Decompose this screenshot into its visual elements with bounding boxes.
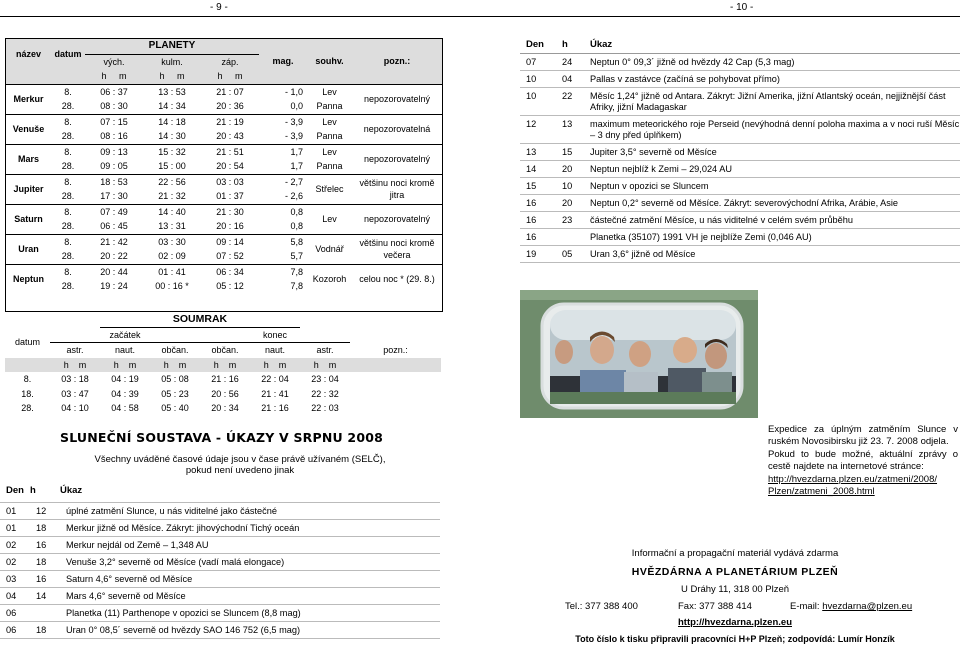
event-day: 14 (526, 163, 537, 174)
planet-date: 28. (61, 191, 75, 202)
planet-name: Saturn (6, 204, 51, 234)
event-day: 15 (526, 180, 537, 191)
email-link[interactable]: hvezdarna@plzen.eu (822, 601, 913, 612)
planet-transit: 15 : 32 (143, 144, 201, 159)
planet-set: 20 : 16 (216, 221, 244, 232)
planet-rise: 07 : 15 (85, 114, 143, 129)
planet-transit: 13 : 53 (143, 84, 201, 99)
event-text: Neptun 0° 09,3´ jižně od hvězdy 42 Cap (5,3 mag) (590, 56, 795, 67)
event-hour: 15 (562, 146, 573, 157)
event-row (520, 212, 960, 229)
solar-system-subtitle: Všechny uváděné časové údaje jsou v čase právě užívaném (SELČ), pokud není uvedeno jinak (94, 454, 386, 476)
planet-set: 21 : 30 (201, 204, 259, 219)
planet-constellation: Střelec (307, 174, 352, 204)
twilight-time: 04 : 19 (111, 374, 139, 385)
planet-transit: 14 : 40 (143, 204, 201, 219)
page-number-right: - 10 - (730, 2, 754, 13)
planet-row (6, 114, 442, 129)
col-planety: PLANETY (85, 39, 259, 54)
event-row (520, 229, 960, 246)
planet-transit: 15 : 00 (158, 161, 186, 172)
event-day: 01 (6, 522, 17, 533)
planet-constellation: Panna (316, 161, 343, 172)
footer-address: U Dráhy 11, 318 00 Plzeň (680, 584, 790, 595)
twilight-row (5, 372, 441, 387)
twilight-time: 03 : 18 (61, 374, 89, 385)
solar-system-title: SLUNEČNÍ SOUSTAVA - ÚKAZY V SRPNU 2008 (60, 430, 384, 445)
event-hour: 20 (562, 197, 573, 208)
header-rule (0, 16, 960, 17)
planet-set: 09 : 14 (201, 234, 259, 249)
planets-table: název datum PLANETY mag. souhv. pozn.: vých. kulm. záp. h m h m h m Merkur 8. 06 : 37 13 : 53 21 : 07 - 1,0 Lev nepozorovatelný 28. 08 : 30 14 : 34 20 : 36 0,0 Panna Venuše 8. 07 : 15 14 : 18 21 : 19 - 3,9 Lev nepozorovatelná 28. 08 : 16 14 : 30 20 : 43 - 3,9 Panna Mars 8. 09 : 13 15 : 32 21 : 51 1,7 Lev nepozorovatelný 28. 09 : 05 15 : 00 20 : 54 1,7 Panna Jupiter 8. 18 : 53 22 : 56 03 : 03 - 2,7 Střelec většinu noci kromě jitra 28. 17 : 30 21 : 32 01 : 37 - 2,6 Saturn 8. 07 : 49 14 : 40 21 : 30 0,8 Lev nepozorovatelný 28. 06 : 45 13 : 31 20 : 16 0,8 Uran 8. 21 : 42 03 : 30 09 : 14 5,8 Vodnář většinu noci kromě večera 28. 20 : 22 02 : 09 07 : 52 5,7 Neptun 8. 20 : 44 01 : 41 06 : 34 7,8 Kozoroh celou noc * (29. 8.) 28. 19 : 24 00 : 16 * 05 : 12 7,8 (5, 38, 443, 312)
footer-org: HVĚZDÁRNA A PLANETÁRIUM PLZEŇ (631, 566, 839, 578)
event-day: 04 (6, 590, 17, 601)
event-text: Neptun 0,2° severně od Měsíce. Zákryt: severovýchodní Afrika, Arábie, Asie (590, 197, 899, 208)
tw-col-pozn: pozn.: (383, 345, 408, 355)
planet-set: 05 : 12 (216, 281, 244, 292)
event-text: Měsíc 1,24° jižně od Antara. Zákryt: Jižní Amerika, jižní Atlantský oceán, nejjižnější část Afriky, jižní Madagaskar (590, 90, 946, 112)
planet-transit: 00 : 16 * (155, 281, 189, 292)
event-day: 16 (526, 214, 537, 225)
planet-set: 03 : 03 (201, 174, 259, 189)
planet-mag: 5,8 (259, 234, 307, 249)
event-text: Neptun nejblíž k Zemi – 29,024 AU (590, 163, 732, 174)
event-hour: 23 (562, 214, 573, 225)
twilight-row (5, 387, 441, 402)
planet-date: 8. (51, 144, 85, 159)
twilight-time: 04 : 39 (111, 388, 139, 399)
tw-astr-2: astr. (300, 343, 350, 358)
planet-set: 20 : 43 (216, 131, 244, 142)
event-hour: 24 (562, 56, 573, 67)
planet-transit: 21 : 32 (158, 191, 186, 202)
event-day: 03 (6, 573, 17, 584)
planet-set: 21 : 19 (201, 114, 259, 129)
planet-set: 01 : 37 (216, 191, 244, 202)
planet-row (6, 264, 442, 279)
planet-rise: 06 : 45 (100, 221, 128, 232)
event-row (520, 161, 960, 178)
col-mag: mag. (259, 39, 307, 84)
event-hour: 18 (36, 522, 47, 533)
event-day: 06 (6, 607, 17, 618)
twilight-time: 21 : 16 (211, 374, 239, 385)
planet-set: 07 : 52 (216, 251, 244, 262)
event-row (520, 88, 960, 116)
planet-date: 28. (61, 221, 75, 232)
event-text: Venuše 3,2° severně od Měsíce (vadí malá elongace) (66, 556, 285, 567)
planet-constellation: Lev (307, 84, 352, 99)
planet-date: 8. (51, 84, 85, 99)
event-row (520, 116, 960, 144)
planet-transit: 01 : 41 (143, 264, 201, 279)
event-day: 02 (6, 539, 17, 550)
event-day: 19 (526, 248, 537, 259)
planet-note: většinu noci kromě jitra (352, 174, 442, 204)
twilight-date: 8. (23, 374, 32, 385)
event-text: Merkur nejdál od Země – 1,348 AU (66, 539, 209, 550)
event-hour: 13 (562, 118, 573, 129)
planet-date: 8. (51, 234, 85, 249)
twilight-time: 04 : 58 (111, 403, 139, 414)
footer-web-link[interactable]: http://hvezdarna.plzen.eu (677, 617, 792, 628)
planet-set: 21 : 51 (201, 144, 259, 159)
event-day: 10 (526, 90, 537, 101)
planet-name: Uran (6, 234, 51, 264)
tw-obcan-2: občan. (200, 343, 250, 358)
planet-name: Neptun (6, 264, 51, 294)
planet-rise: 18 : 53 (85, 174, 143, 189)
event-text: Saturn 4,6° severně od Měsíce (66, 573, 193, 584)
planet-note: většinu noci kromě večera (352, 234, 442, 264)
event-row (0, 537, 440, 554)
planet-row (6, 174, 442, 189)
planet-note: nepozorovatelná (352, 114, 442, 144)
col-nazev: název (6, 39, 51, 69)
planet-constellation: Lev (307, 204, 352, 234)
event-row (0, 520, 440, 537)
planet-constellation: Vodnář (307, 234, 352, 264)
expedition-text: Expedice za úplným zatměním Slunce v ruském Novosibirsku již 23. 7. 2008 odjela. Pokud to bude možné, aktuální zprávy o cestě najdete na internetové stránce: http://hvezdarna.plzen.eu/zatmeni/2008/ Plzen/zatmeni_2008.html (768, 424, 958, 497)
planet-mag: 5,7 (290, 251, 303, 262)
solar-events-list: Den h Úkaz 01 12 úplné zatmění Slunce, u nás viditelné jako částečné 01 18 Merkur jižně od Měsíce. Zákryt: jihovýchodní Tichý oceán 02 16 Merkur nejdál od Země – 1,348 AU 02 18 Venuše 3,2° severně od Měsíce (vadí malá elongace) 03 16 Saturn 4,6° severně od Měsíce 04 14 Mars 4,6° severně od Měsíce 06 Planetka (11) Parthenope v opozici se Sluncem (8,8 mag) 06 18 Uran 0° 08,5´ severně od hvězdy SAO 146 752 (6,5 mag) (0, 482, 440, 639)
col-souhv: souhv. (307, 39, 352, 84)
twilight-date: 28. (21, 403, 34, 414)
planet-set: 21 : 07 (201, 84, 259, 99)
twilight-time: 23 : 04 (311, 374, 339, 385)
event-row (0, 554, 440, 571)
planet-row (6, 204, 442, 219)
twilight-time: 04 : 10 (61, 403, 89, 414)
planet-rise: 17 : 30 (100, 191, 128, 202)
planet-row (6, 84, 442, 99)
event-text: Jupiter 3,5° severně od Měsíce (590, 146, 717, 157)
col-vych: vých. (85, 54, 143, 69)
planet-rise: 20 : 22 (100, 251, 128, 262)
planet-date: 28. (61, 251, 75, 262)
planet-mag: - 3,9 (259, 114, 307, 129)
col-datum: datum (51, 39, 85, 69)
planet-date: 28. (61, 281, 75, 292)
event-text: Mars 4,6° severně od Měsíce (66, 590, 186, 601)
planet-date: 28. (61, 161, 75, 172)
planet-date: 28. (61, 131, 75, 142)
twilight-row (5, 401, 441, 416)
planet-mag: 0,8 (259, 204, 307, 219)
planet-mag: - 3,9 (284, 131, 303, 142)
planet-mag: 7,8 (259, 264, 307, 279)
planet-date: 8. (51, 264, 85, 279)
planet-name: Mars (6, 144, 51, 174)
tw-naut-2: naut. (250, 343, 300, 358)
planet-constellation: Lev (307, 144, 352, 159)
twilight-title: SOUMRAK (100, 312, 300, 327)
footer-credits: Toto číslo k tisku připravili pracovníci H+P Plzeň; zodpovídá: Lumír Honzík (575, 634, 895, 644)
planet-set: 20 : 54 (216, 161, 244, 172)
planet-transit: 14 : 18 (143, 114, 201, 129)
event-hour: 05 (562, 248, 573, 259)
planet-rise: 19 : 24 (100, 281, 128, 292)
tw-col-datum: datum (14, 337, 40, 348)
tw-col-konec: konec (262, 329, 288, 340)
col-pozn: pozn.: (352, 39, 442, 84)
page-number-left: - 9 - (210, 2, 228, 13)
planet-mag: - 1,0 (259, 84, 307, 99)
right-events-list: Den h Úkaz 07 24 Neptun 0° 09,3´ jižně od hvězdy 42 Cap (5,3 mag) 10 04 Pallas v zastávce (začíná se pohybovat přímo) 10 22 Měsíc 1,24° jižně od Antara. Zákryt: Jižní Amerika, jižní Atlantský oceán, nejjižnější část Afriky, jižní Madagaskar 12 13 maximum meteorického roje Perseid (nevýhodná denní poloha maxima a v noci ruší Měsíc – 3 dny před úplňkem) 13 15 Jupiter 3,5° severně od Měsíce 14 20 Neptun nejblíž k Zemi – 29,024 AU 15 10 Neptun v opozici se Sluncem 16 20 Neptun 0,2° severně od Měsíce. Zákryt: severovýchodní Afrika, Arábie, Asie 16 23 částečné zatmění Měsíce, u nás viditelné v celém svém průběhu 16 Planetka (35107) 1991 VH je nejblíže Zemi (0,046 AU) 19 05 Uran 3,6° jižně od Měsíce (520, 37, 960, 263)
planet-rise: 07 : 49 (85, 204, 143, 219)
planet-mag: - 2,7 (259, 174, 307, 189)
event-hour: 22 (562, 90, 573, 101)
planet-rise: 06 : 37 (85, 84, 143, 99)
event-day: 13 (526, 146, 537, 157)
planet-transit: 13 : 31 (158, 221, 186, 232)
planet-mag: 0,8 (290, 221, 303, 232)
event-text: maximum meteorického roje Perseid (nevýhodná denní poloha maxima a v noci ruší Měsíc – 3 dny před úplňkem) (590, 118, 960, 140)
planet-transit: 03 : 30 (143, 234, 201, 249)
footer-intro: Informační a propagační materiál vydává zdarma (631, 548, 839, 559)
event-row (520, 246, 960, 263)
twilight-time: 22 : 03 (311, 403, 339, 414)
event-text: Merkur jižně od Měsíce. Zákryt: jihovýchodní Tichý oceán (66, 522, 300, 533)
planet-mag: 1,7 (259, 144, 307, 159)
twilight-time: 21 : 41 (261, 388, 289, 399)
event-hour: 04 (562, 73, 573, 84)
twilight-time: 20 : 56 (211, 388, 239, 399)
event-row (0, 571, 440, 588)
twilight-time: 21 : 16 (261, 403, 289, 414)
planet-constellation: Kozoroh (307, 264, 352, 294)
planet-name: Jupiter (6, 174, 51, 204)
event-day: 02 (6, 556, 17, 567)
planet-rise: 08 : 16 (100, 131, 128, 142)
twilight-time: 05 : 23 (161, 388, 189, 399)
planet-transit: 14 : 34 (158, 101, 186, 112)
planet-transit: 22 : 56 (143, 174, 201, 189)
planet-mag: - 2,6 (284, 191, 303, 202)
event-day: 16 (526, 231, 537, 242)
event-hour: 18 (36, 624, 47, 635)
event-text: Uran 3,6° jižně od Měsíce (590, 248, 696, 259)
planet-rise: 21 : 42 (85, 234, 143, 249)
planet-note: nepozorovatelný (352, 84, 442, 114)
planet-rise: 08 : 30 (100, 101, 128, 112)
planet-note: nepozorovatelný (352, 204, 442, 234)
event-row (0, 605, 440, 622)
event-row (520, 54, 960, 71)
event-hour: 14 (36, 590, 47, 601)
event-row (0, 588, 440, 605)
planet-mag: 1,7 (290, 161, 303, 172)
planet-rise: 09 : 05 (100, 161, 128, 172)
planet-date: 8. (51, 174, 85, 189)
planet-transit: 02 : 09 (158, 251, 186, 262)
event-hour: 20 (562, 163, 573, 174)
planet-date: 8. (51, 114, 85, 129)
event-day: 10 (526, 73, 537, 84)
event-day: 12 (526, 118, 537, 129)
planet-date: 8. (51, 204, 85, 219)
event-row (520, 178, 960, 195)
event-day: 16 (526, 197, 537, 208)
tw-obcan-1: občan. (150, 343, 200, 358)
twilight-time: 05 : 08 (161, 374, 189, 385)
planet-row (6, 144, 442, 159)
event-hour: 12 (36, 505, 47, 516)
planet-note: celou noc * (29. 8.) (352, 264, 442, 294)
planet-constellation: Panna (316, 101, 343, 112)
event-hour: 18 (36, 556, 47, 567)
tw-col-zacatek: začátek (109, 329, 141, 340)
twilight-time: 03 : 47 (61, 388, 89, 399)
planet-name: Venuše (6, 114, 51, 144)
event-hour: 16 (36, 539, 47, 550)
event-hour: 10 (562, 180, 573, 191)
planet-date: 28. (61, 101, 75, 112)
col-zap: záp. (201, 54, 259, 69)
event-text: úplné zatmění Slunce, u nás viditelné jako částečné (66, 505, 277, 516)
expedition-link[interactable]: http://hvezdarna.plzen.eu/zatmeni/2008/ Plzen/zatmeni_2008.html (768, 474, 938, 497)
twilight-time: 22 : 04 (261, 374, 289, 385)
event-day: 07 (526, 56, 537, 67)
event-row (0, 503, 440, 520)
planet-transit: 14 : 30 (158, 131, 186, 142)
twilight-date: 18. (21, 388, 34, 399)
event-day: 01 (6, 505, 17, 516)
event-text: Uran 0° 08,5´ severně od hvězdy SAO 146 752 (6,5 mag) (66, 624, 301, 635)
footer-email: E-mail: hvezdarna@plzen.eu (790, 601, 913, 612)
tw-naut-1: naut. (100, 343, 150, 358)
planet-note: nepozorovatelný (352, 144, 442, 174)
event-row (520, 195, 960, 212)
planet-set: 06 : 34 (201, 264, 259, 279)
twilight-table: SOUMRAK datum začátek konec astr. naut. občan. občan. naut. astr. pozn.: h m h m h m h m h m h m 8. 03 : 18 04 : 19 05 : 08 21 : 16 22 : 04 23 : 04 18. 03 : 47 04 : 39 05 : 23 20 : 56 21 : 41 22 : 32 28. 04 : 10 04 : 58 05 : 40 20 : 34 21 : 16 22 : 03 (5, 312, 441, 416)
footer-fax: Fax: 377 388 414 (678, 601, 752, 612)
event-text: částečné zatmění Měsíce, u nás viditelné v celém svém průběhu (590, 214, 853, 225)
event-text: Neptun v opozici se Sluncem (590, 180, 709, 191)
event-text: Planetka (35107) 1991 VH je nejblíže Zemi (0,046 AU) (590, 231, 812, 242)
planet-constellation: Lev (307, 114, 352, 129)
planet-set: 20 : 36 (216, 101, 244, 112)
footer-tel: Tel.: 377 388 400 (565, 601, 638, 612)
event-text: Planetka (11) Parthenope v opozici se Sluncem (8,8 mag) (66, 607, 301, 618)
planet-name: Merkur (6, 84, 51, 114)
event-row (520, 144, 960, 161)
twilight-time: 05 : 40 (161, 403, 189, 414)
twilight-time: 20 : 34 (211, 403, 239, 414)
planet-mag: 7,8 (290, 281, 303, 292)
twilight-time: 22 : 32 (311, 388, 339, 399)
col-kulm: kulm. (143, 54, 201, 69)
event-text: Pallas v zastávce (začíná se pohybovat přímo) (590, 73, 780, 84)
planet-mag: 0,0 (290, 101, 303, 112)
planet-constellation: Panna (316, 131, 343, 142)
event-row (0, 622, 440, 639)
planet-rise: 09 : 13 (85, 144, 143, 159)
tw-astr-1: astr. (50, 343, 100, 358)
planet-row (6, 234, 442, 249)
planet-rise: 20 : 44 (85, 264, 143, 279)
event-hour: 16 (36, 573, 47, 584)
expedition-photo (520, 290, 758, 418)
event-row (520, 71, 960, 88)
event-day: 06 (6, 624, 17, 635)
